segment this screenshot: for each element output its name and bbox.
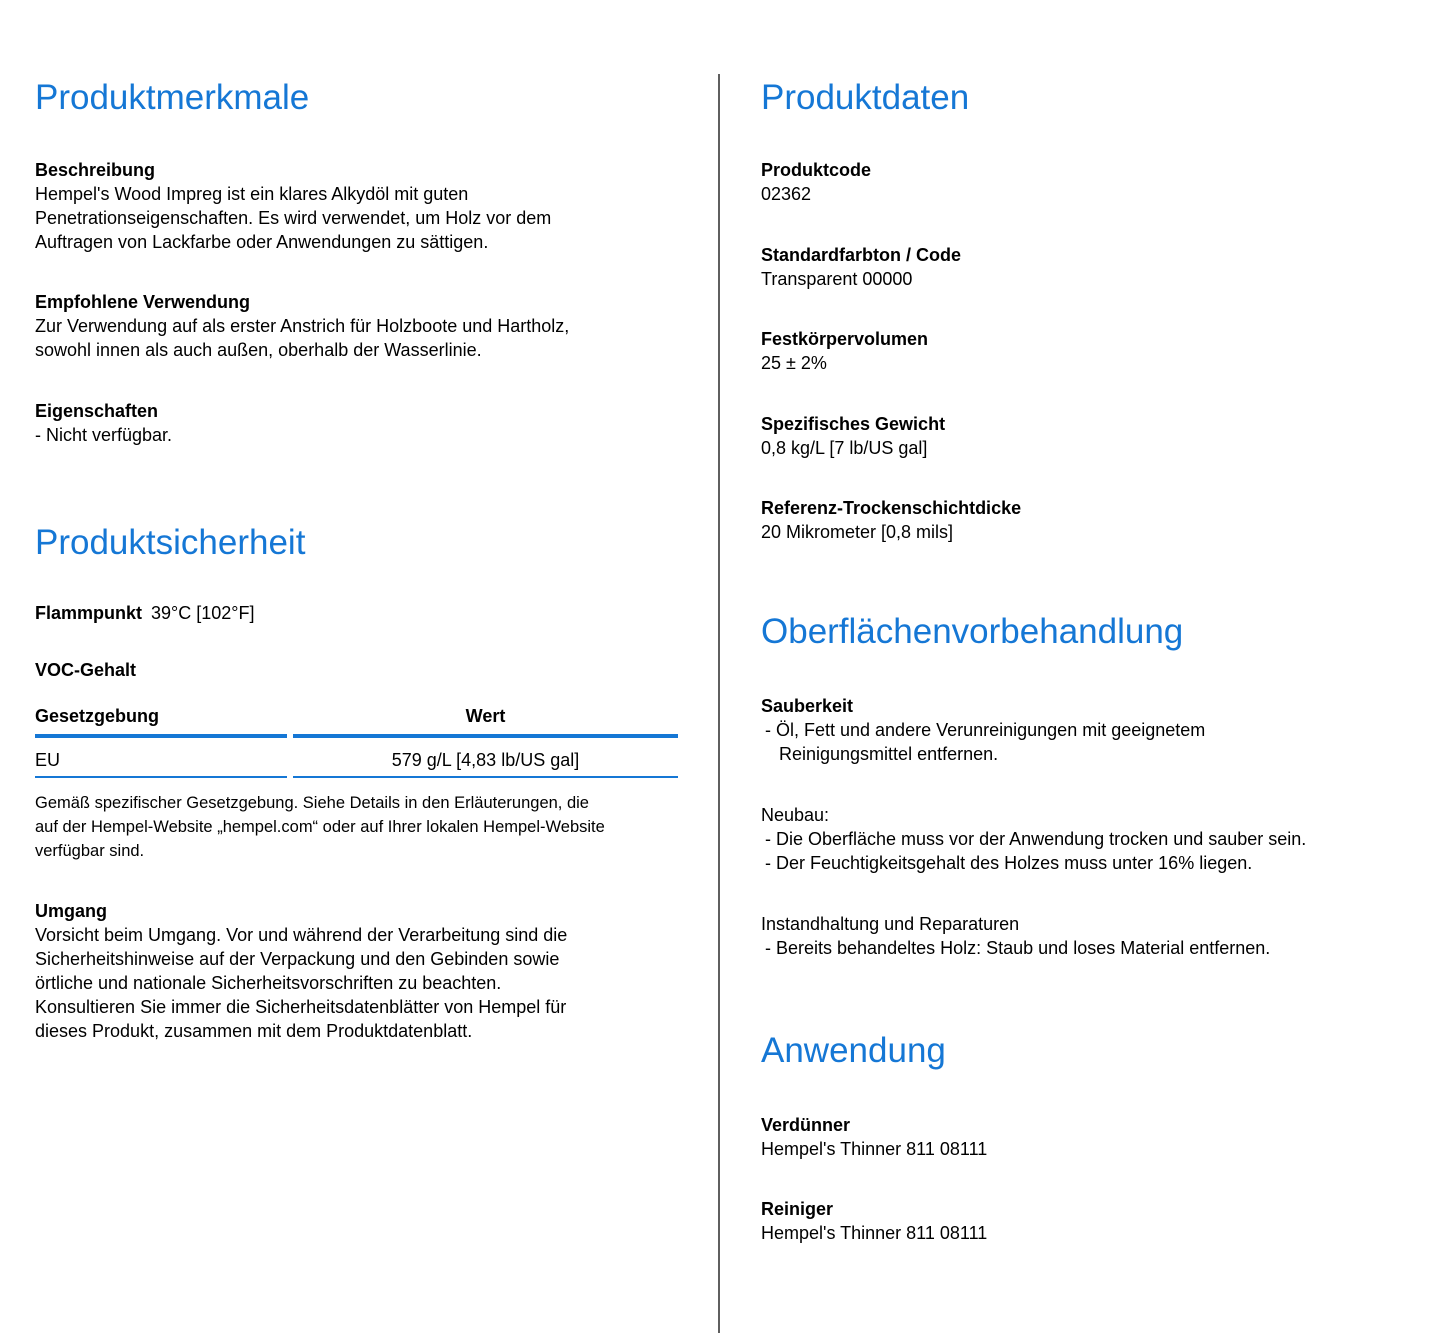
standardfarbton-value: Transparent 00000 <box>761 269 913 289</box>
beschreibung-text-line: Auftragen von Lackfarbe oder Anwendungen zu sättigen. <box>35 232 489 252</box>
voc-note-line: Gemäß spezifischer Gesetzgebung. Siehe Details in den Erläuterungen, die <box>35 794 589 812</box>
section-title-produktdaten: Produktdaten <box>761 78 970 117</box>
voc-table <box>29 701 684 778</box>
instandhaltung-label: Instandhaltung und Reparaturen <box>761 914 1020 934</box>
produktcode-value: 02362 <box>761 184 812 204</box>
instandhaltung-item: - Bereits behandeltes Holz: Staub und loses Material entfernen. <box>765 938 1271 958</box>
voc-col-gesetzgebung: Gesetzgebung <box>35 701 287 738</box>
instandhaltung-block <box>761 912 1421 960</box>
empfohlene-verwendung-text-line: Zur Verwendung auf als erster Anstrich für Holzboote und Hartholz, <box>35 316 570 336</box>
eigenschaften-field <box>35 399 678 447</box>
left-column <box>35 0 678 1043</box>
empfohlene-verwendung-field <box>35 290 678 362</box>
voc-note-line: auf der Hempel-Website „hempel.com“ oder auf Ihrer lokalen Hempel-Website <box>35 818 605 836</box>
festkoerpervolumen-field <box>761 327 1421 375</box>
spezifisches-gewicht-field <box>761 412 1421 460</box>
reiniger-label: Reiniger <box>761 1199 834 1219</box>
right-column <box>761 0 1421 1245</box>
column-divider <box>718 74 720 1333</box>
empfohlene-verwendung-text-line: sowohl innen als auch außen, oberhalb der Wasserlinie. <box>35 340 482 360</box>
produktcode-label: Produktcode <box>761 160 872 180</box>
standardfarbton-label: Standardfarbton / Code <box>761 245 962 265</box>
neubau-label: Neubau: <box>761 805 830 825</box>
flammpunkt-row <box>35 601 678 625</box>
umgang-text-line: Sicherheitshinweise auf der Verpackung und den Gebinden sowie <box>35 949 560 969</box>
voc-table-row <box>35 738 678 778</box>
reiniger-value: Hempel's Thinner 811 08111 <box>761 1223 988 1243</box>
referenz-trockenschichtdicke-label: Referenz-Trockenschichtdicke <box>761 498 1022 518</box>
beschreibung-label: Beschreibung <box>35 160 156 180</box>
section-title-anwendung: Anwendung <box>761 1031 946 1070</box>
voc-cell-gesetzgebung: EU <box>35 738 287 778</box>
voc-cell-wert: 579 g/L [4,83 lb/US gal] <box>293 738 678 778</box>
produktcode-field <box>761 158 1421 206</box>
beschreibung-text-line: Penetrationseigenschaften. Es wird verwendet, um Holz vor dem <box>35 208 552 228</box>
verduenner-label: Verdünner <box>761 1115 851 1135</box>
standardfarbton-field <box>761 243 1421 291</box>
beschreibung-text-line: Hempel's Wood Impreg ist ein klares Alkydöl mit guten <box>35 184 469 204</box>
sauberkeit-block <box>761 694 1421 766</box>
spezifisches-gewicht-label: Spezifisches Gewicht <box>761 414 946 434</box>
empfohlene-verwendung-label: Empfohlene Verwendung <box>35 292 251 312</box>
spezifisches-gewicht-value: 0,8 kg/L [7 lb/US gal] <box>761 438 928 458</box>
reiniger-field <box>761 1197 1421 1245</box>
umgang-text-line: örtliche und nationale Sicherheitsvorschriften zu beachten. <box>35 973 502 993</box>
umgang-text-line: Vorsicht beim Umgang. Vor und während der Verarbeitung sind die <box>35 925 568 945</box>
eigenschaften-label: Eigenschaften <box>35 401 159 421</box>
umgang-field <box>35 899 678 1043</box>
referenz-trockenschichtdicke-field <box>761 496 1421 544</box>
referenz-trockenschichtdicke-value: 20 Mikrometer [0,8 mils] <box>761 522 954 542</box>
neubau-item: - Der Feuchtigkeitsgehalt des Holzes muss unter 16% liegen. <box>765 853 1253 873</box>
umgang-text-line: Konsultieren Sie immer die Sicherheitsdatenblätter von Hempel für <box>35 997 567 1017</box>
verduenner-field <box>761 1113 1421 1161</box>
verduenner-value: Hempel's Thinner 811 08111 <box>761 1139 988 1159</box>
eigenschaften-value: - Nicht verfügbar. <box>35 425 173 445</box>
voc-table-header-row <box>35 701 678 738</box>
umgang-text-line: dieses Produkt, zusammen mit dem Produktdatenblatt. <box>35 1021 473 1041</box>
flammpunkt-label: Flammpunkt <box>35 603 143 623</box>
voc-note-line: verfügbar sind. <box>35 842 145 860</box>
voc-col-wert: Wert <box>293 701 678 738</box>
beschreibung-field <box>35 158 678 254</box>
sauberkeit-label: Sauberkeit <box>761 696 854 716</box>
section-title-oberflaechenvorbehandlung: Oberflächenvorbehandlung <box>761 612 1184 651</box>
festkoerpervolumen-value: 25 ± 2% <box>761 353 827 373</box>
sauberkeit-item-line: - Öl, Fett und andere Verunreinigungen mit geeignetem <box>765 720 1206 740</box>
sauberkeit-item-line: Reinigungsmittel entfernen. <box>779 744 999 764</box>
neubau-item: - Die Oberfläche muss vor der Anwendung trocken und sauber sein. <box>765 829 1307 849</box>
voc-gehalt-label: VOC-Gehalt <box>35 660 137 680</box>
neubau-block <box>761 803 1421 875</box>
section-title-produktsicherheit: Produktsicherheit <box>35 523 306 562</box>
flammpunkt-value: 39°C [102°F] <box>151 603 255 623</box>
voc-note <box>35 791 678 863</box>
section-title-produktmerkmale: Produktmerkmale <box>35 78 310 117</box>
umgang-label: Umgang <box>35 901 107 921</box>
festkoerpervolumen-label: Festkörpervolumen <box>761 329 929 349</box>
